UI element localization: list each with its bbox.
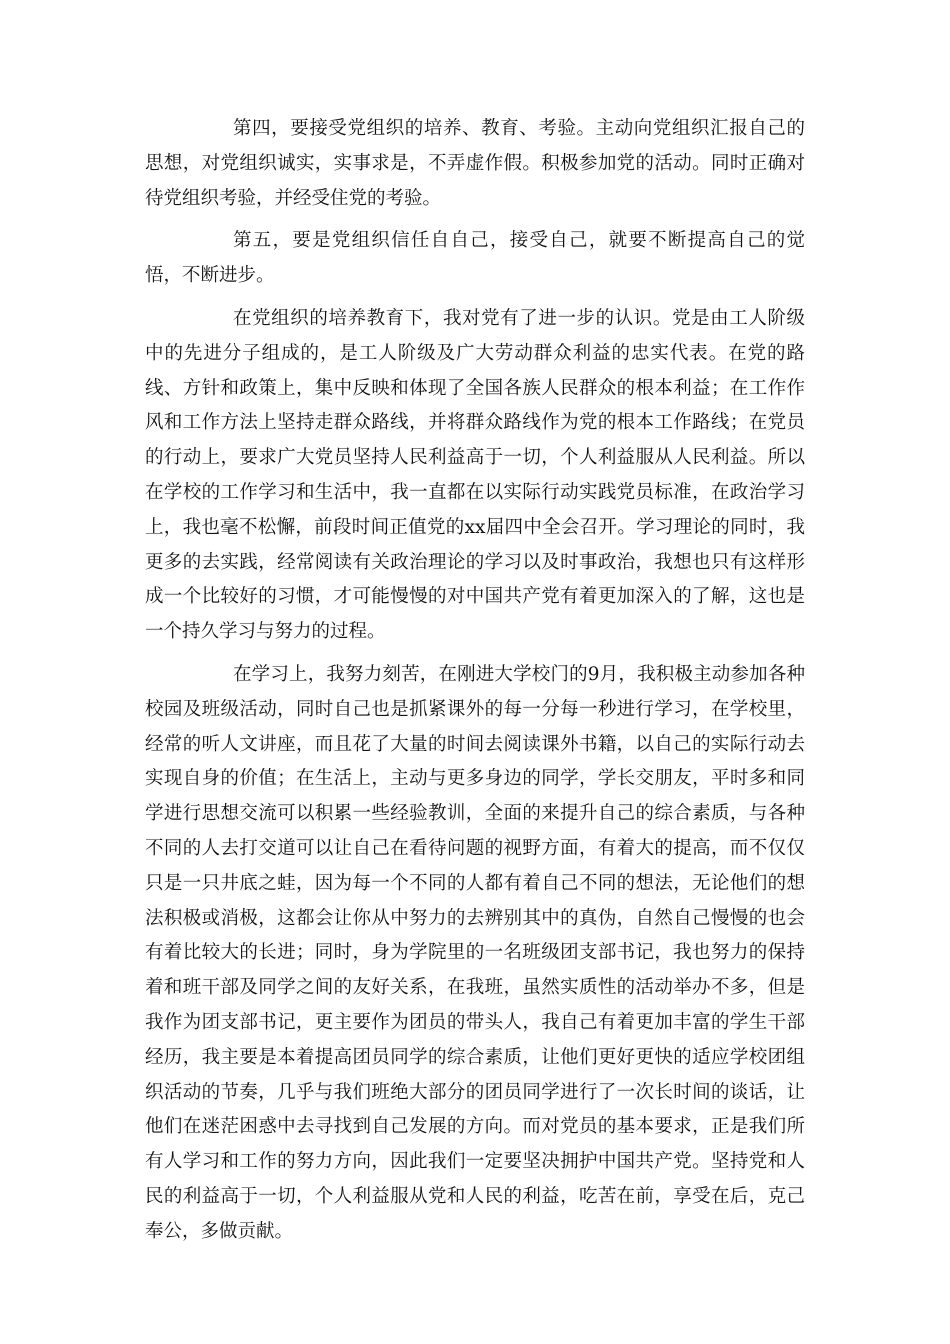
paragraph-study-and-life: 在学习上，我努力刻苦，在刚进大学校门的9月，我积极主动参加各种校园及班级活动，同时自己也是抓紧课外的每一分每一秒进行学习，在学校里，经常的听人文讲座，而且花了大量的时间去阅读课外书籍，以自己的实际行动去实现自身的价值；在生活上，主动与更多身边的同学，学长交朋友，平时多和同学进行思想交流可以积累一些经验教训，全面的来提升自己的综合素质，与各种不同的人去打交道可以让自己在看待问题的视野方面，有着大的提高，而不仅仅只是一只井底之蛙，因为每一个不同的人都有着自己不同的想法，无论他们的想法积极或消极，这都会让你从中努力的去辨别其中的真伪，自然自己慢慢的也会有着比较大的长进；同时，身为学院里的一名班级团支部书记，我也努力的保持着和班干部及同学之间的友好关系，在我班，虽然实质性的活动举办不多，但是我作为团支部书记，更主要作为团员的带头人，我自己有着更加丰富的学生干部经历，我主要是本着提高团员同学的综合素质，让他们更好更快的适应学校团组织活动的节奏，几乎与我们班绝大部分的团员同学进行了一次长时间的谈话，让他们在迷茫困惑中去寻找到自己发展的方向。而对党员的基本要求，正是我们所有人学习和工作的努力方向，因此我们一定要坚决拥护中国共产党。坚持党和人民的利益高于一切，个人利益服从党和人民的利益，吃苦在前，享受在后，克己奉公，多做贡献。: [145, 663, 805, 1242]
document-body: [145, 112, 805, 1258]
paragraph-5th-requirement: 第五，要是党组织信任自自己，接受自己，就要不断提高自己的觉悟，不断进步。: [145, 230, 805, 287]
paragraph-party-understanding: 在党组织的培养教育下，我对党有了进一步的认识。党是由工人阶级中的先进分子组成的，是工人阶级及广大劳动群众利益的忠实代表。在党的路线、方针和政策上，集中反映和体现了全国各族人民群众的根本利益；在工作作风和工作方法上坚持走群众路线，并将群众路线作为党的根本工作路线；在党员的行动上，要求广大党员坚持人民利益高于一切，个人利益服从人民利益。所以在学校的工作学习和生活中，我一直都在以实际行动实践党员标准，在政治学习上，我也毫不松懈，前段时间正值党的xx届四中全会召开。学习理论的同时，我更多的去实践，经常阅读有关政治理论的学习以及时事政治，我想也只有这样形成一个比较好的习惯，才可能慢慢的对中国共产党有着更加深入的了解，这也是一个持久学习与努力的过程。: [145, 307, 805, 643]
paragraph-4th-requirement: 第四，要接受党组织的培养、教育、考验。主动向党组织汇报自己的思想，对党组织诚实，实事求是，不弄虚作假。积极参加党的活动。同时正确对待党组织考验，并经受住党的考验。: [145, 118, 805, 209]
